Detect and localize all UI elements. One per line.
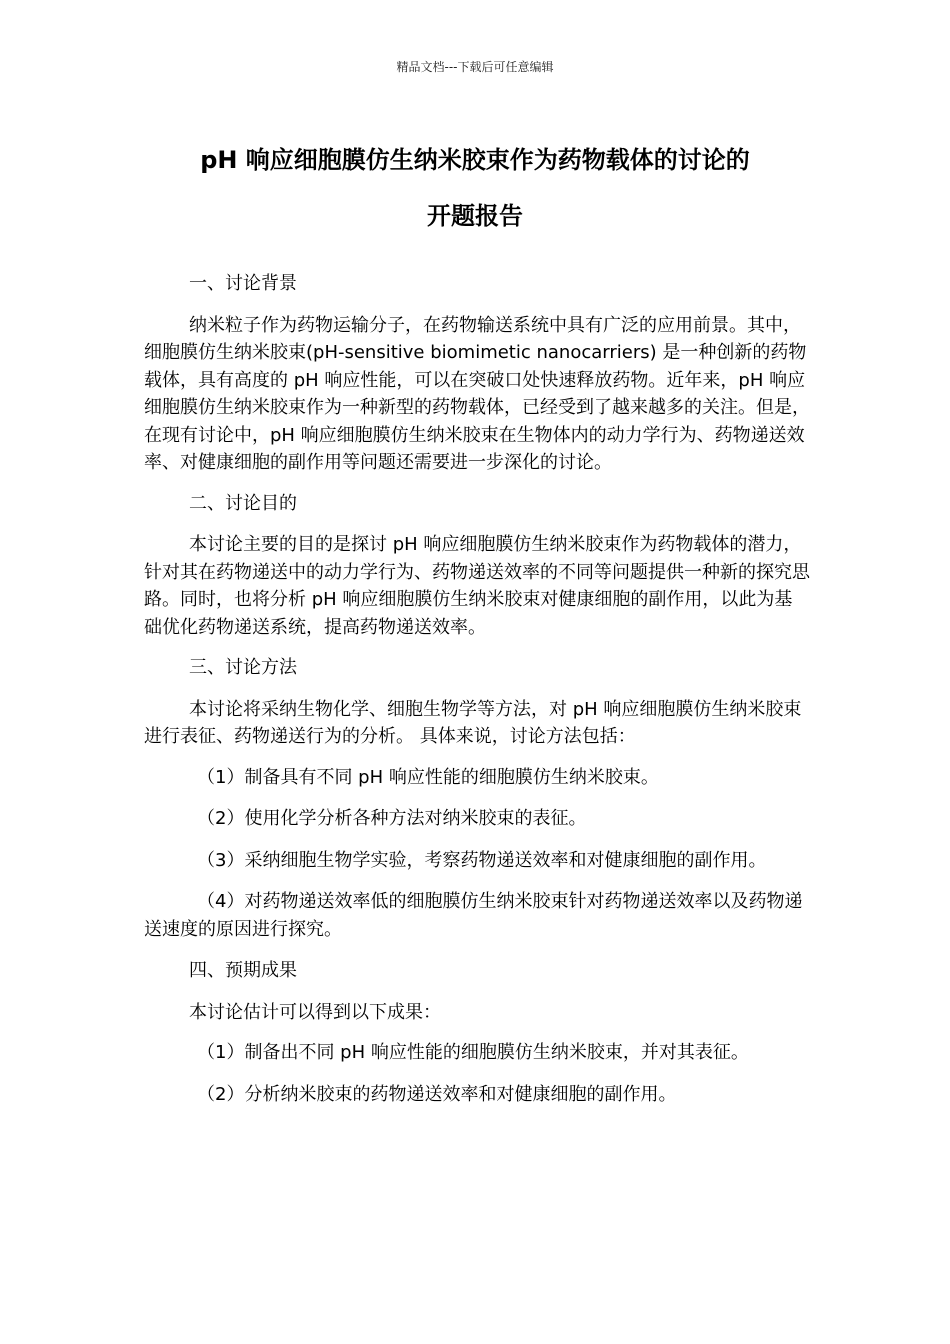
section-paragraph-method: 本讨论将采纳生物化学、细胞生物学等方法，对 pH 响应细胞膜仿生纳米胶束进行表征、药物递送行为的分析。 具体来说，讨论方法包括： <box>144 698 802 747</box>
result-item: （1）制备出不同 pH 响应性能的细胞膜仿生纳米胶束，并对其表征。 <box>197 1042 749 1063</box>
section-heading-purpose: 二、讨论目的 <box>189 492 297 514</box>
method-item: （4）对药物递送效率低的细胞膜仿生纳米胶束针对药物递送效率以及药物递送速度的原因进行探究。 <box>144 891 803 940</box>
section-paragraph-purpose: 本讨论主要的目的是探讨 pH 响应细胞膜仿生纳米胶束作为药物载体的潜力，针对其在药物递送中的动力学行为、药物递送效率的不同等问题提供一种新的探究思路。同时，也将分析 pH 响应细胞膜仿生纳米胶束对健康细胞的副作用，以此为基础优化药物递送系统，提高药物递送效率。 <box>144 534 810 638</box>
section-paragraph-results: 本讨论估计可以得到以下成果： <box>189 1001 441 1023</box>
method-item: （1）制备具有不同 pH 响应性能的细胞膜仿生纳米胶束。 <box>197 766 659 788</box>
page-title-line-1: pH 响应细胞膜仿生纳米胶束作为药物载体的讨论的 <box>200 146 750 174</box>
page-header-note: 精品文档---下载后可任意编辑 <box>396 60 554 74</box>
method-item: （2）使用化学分析各种方法对纳米胶束的表征。 <box>197 808 587 829</box>
result-item: （2）分析纳米胶束的药物递送效率和对健康细胞的副作用。 <box>197 1083 677 1105</box>
section-heading-method: 三、讨论方法 <box>189 657 297 678</box>
method-item: （3）采纳细胞生物学实验，考察药物递送效率和对健康细胞的副作用。 <box>197 849 767 871</box>
document-body <box>144 270 810 1122</box>
section-heading-results: 四、预期成果 <box>189 960 297 981</box>
section-paragraph-background: 纳米粒子作为药物运输分子，在药物输送系统中具有广泛的应用前景。其中，细胞膜仿生纳米胶束(pH-sensitive biomimetic nanocarriers) 是一种创新的药物载体，具有高度的 pH 响应性能，可以在突破口处快速释放药物。近年来，pH 响应细胞膜仿生纳米胶束作为一种新型的药物载体，已经受到了越来越多的关注。但是，在现有讨论中，pH 响应细胞膜仿生纳米胶束在生物体内的动力学行为、药物递送效率、对健康细胞的副作用等问题还需要进一步深化的讨论。 <box>144 314 810 473</box>
section-heading-background: 一、讨论背景 <box>189 273 297 294</box>
page-title-line-2: 开题报告 <box>427 202 523 230</box>
